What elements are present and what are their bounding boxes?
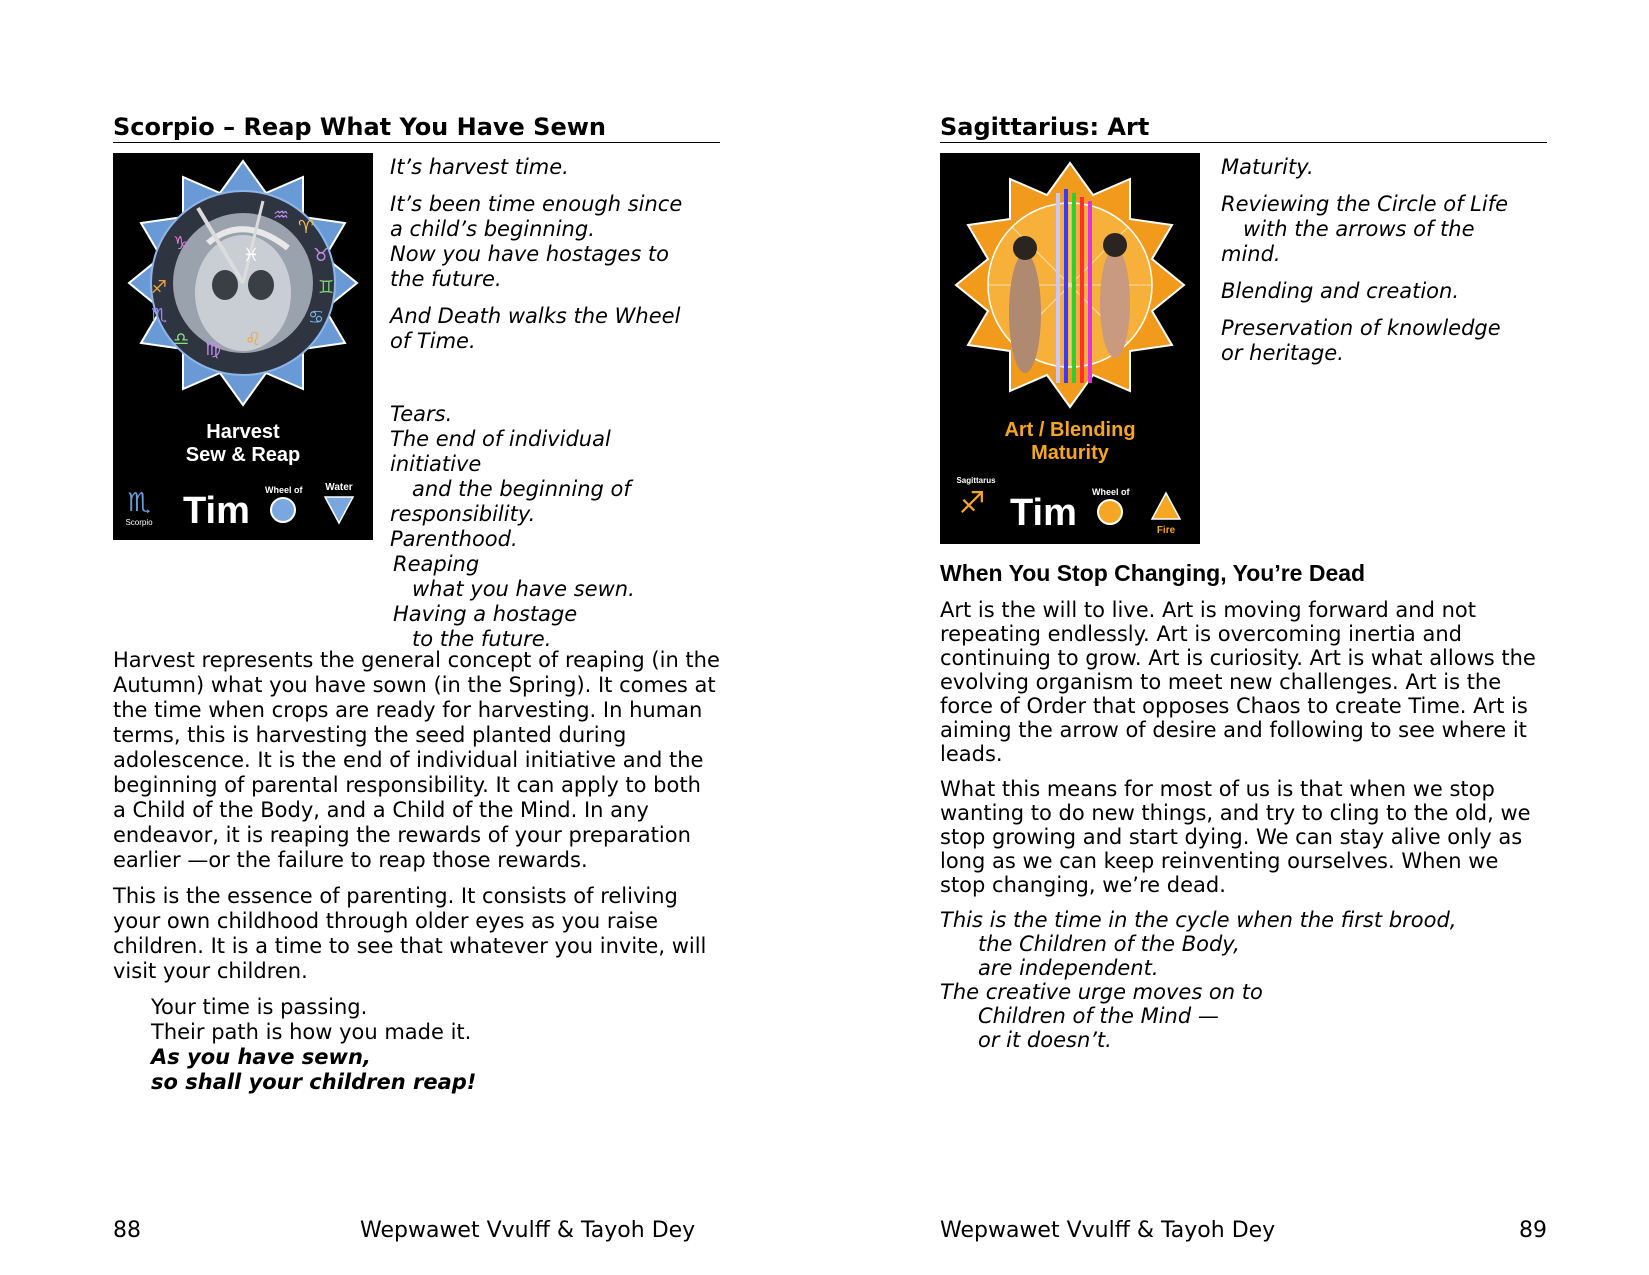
verse-line: Parenthood. xyxy=(390,527,518,551)
verse-line: It’s harvest time. xyxy=(390,155,569,179)
body-paragraph: Art is the will to live. Art is moving forward and not repeating endlessly. Art is overcoming inertia and continuing to grow. Art is curiosity. Art is what allows the evolving organism to meet new challenges. Art is the force of Order that opposes Chaos to create Time. Art is aiming the arrow of desire and following to see where it leads. xyxy=(940,598,1536,766)
italic-line: The creative urge moves on to xyxy=(940,980,1263,1004)
verse-line: The end of individual xyxy=(390,427,611,451)
closing-line-bold: As you have sewn, xyxy=(151,1045,371,1069)
card-logo-small: Wheel of xyxy=(265,485,303,495)
verse-line: with the arrows of the xyxy=(1243,217,1475,241)
italic-line: Children of the Mind — xyxy=(978,1004,1219,1028)
svg-text:♑: ♑ xyxy=(173,233,190,254)
verse-line: mind. xyxy=(1221,242,1281,266)
sagittarius-sign-icon: ♐ xyxy=(958,486,986,521)
footer-authors: Wepwawet Vvulff & Tayoh Dey xyxy=(940,1218,1276,1243)
page-title: Scorpio – Reap What You Have Sewn xyxy=(113,112,720,143)
verse-line: what you have sewn. xyxy=(412,577,635,601)
page-title: Sagittarius: Art xyxy=(940,112,1547,143)
section-subheading: When You Stop Changing, You’re Dead xyxy=(940,560,1366,586)
card-caption-line1: Harvest xyxy=(206,421,280,443)
closing-line: Your time is passing. xyxy=(151,995,368,1019)
card-caption-line2: Maturity xyxy=(1031,442,1109,464)
svg-text:♋: ♋ xyxy=(308,307,325,328)
svg-text:♓: ♓ xyxy=(243,245,260,266)
verse-line: Having a hostage xyxy=(393,602,578,626)
sign-label: Sagittarus xyxy=(956,476,996,485)
verse-line: Reaping xyxy=(393,552,480,576)
scorpio-sign-icon: ♏ xyxy=(127,488,151,518)
verse-stanza xyxy=(390,192,720,292)
card-logo-word: Tim xyxy=(1010,492,1077,534)
verse-line: responsibility. xyxy=(390,502,536,526)
element-label: Fire xyxy=(1156,525,1176,536)
svg-text:♎: ♎ xyxy=(173,329,190,350)
verse-line: Blending and creation. xyxy=(1221,279,1460,303)
clock-icon xyxy=(1098,500,1122,524)
element-label: Water xyxy=(325,482,353,493)
verse-line: Maturity. xyxy=(1221,155,1314,179)
scorpio-verse xyxy=(390,155,720,664)
verse-line: Now you have hostages to xyxy=(390,242,670,266)
verse-stanza xyxy=(1221,192,1547,267)
verse-line: And Death walks the Wheel xyxy=(390,304,681,328)
verse-line: initiative xyxy=(390,452,482,476)
clock-icon xyxy=(271,498,295,522)
svg-text:♈: ♈ xyxy=(298,217,315,238)
verse-line: a child’s beginning. xyxy=(390,217,595,241)
page-number: 89 xyxy=(1519,1218,1547,1243)
body-paragraph: Harvest represents the general concept of reaping (in the Autumn) what you have sown (in the Spring). It comes at the time when crops are ready for harvesting. In human terms, this is harvesting the seed planted during adolescence. It is the end of individual initiative and the beginning of parental responsibility. It can apply to both a Child of the Body, and a Child of the Mind. In any endeavor, it is reaping the rewards of your preparation earlier —or the failure to reap those rewards. xyxy=(113,648,720,872)
left-page xyxy=(113,0,720,1275)
svg-text:♌: ♌ xyxy=(245,329,262,350)
body-paragraph: What this means for most of us is that when we stop wanting to do new things, and try to cling to the old, we stop growing and start dying. We can stay alive only as long as we can keep reinventing ourselves. When we stop changing, we’re dead. xyxy=(940,777,1531,897)
italic-line: or it doesn’t. xyxy=(978,1028,1112,1052)
closing-line-bold: so shall your children reap! xyxy=(151,1070,477,1094)
verse-stanza xyxy=(1221,316,1547,366)
card-logo-small: Wheel of xyxy=(1092,487,1130,497)
sagittarius-card-image xyxy=(940,153,1200,544)
verse-line: and the beginning of xyxy=(412,477,631,501)
footer-authors: Wepwawet Vvulff & Tayoh Dey xyxy=(360,1218,696,1243)
card-caption-line2: Sew & Reap xyxy=(185,444,301,466)
scorpio-card-image xyxy=(113,153,373,540)
verse-line: Reviewing the Circle of Life xyxy=(1221,192,1509,216)
svg-text:♒: ♒ xyxy=(273,205,290,226)
svg-text:♉: ♉ xyxy=(313,245,330,266)
verse-line: the future. xyxy=(390,267,502,291)
verse-line: to the future. xyxy=(412,627,552,651)
svg-text:♊: ♊ xyxy=(318,277,335,298)
closing-line: Their path is how you made it. xyxy=(151,1020,472,1044)
sign-label: Scorpio xyxy=(125,518,153,527)
closing-verse xyxy=(113,995,720,1095)
verse-line: Tears. xyxy=(390,402,453,426)
card-caption-line1: Art / Blending xyxy=(1004,419,1136,441)
sagittarius-body-text xyxy=(940,598,1547,1052)
svg-text:♍: ♍ xyxy=(205,339,222,360)
italic-line: are independent. xyxy=(978,956,1159,980)
sagittarius-card-art xyxy=(940,153,1200,544)
sagittarius-verse xyxy=(1221,155,1547,378)
body-paragraph: This is the essence of parenting. It consists of reliving your own childhood through older eyes as you raise children. It is a time to see that whatever you invite, will visit your children. xyxy=(113,884,707,983)
verse-line: It’s been time enough since xyxy=(390,192,683,216)
verse-stanza xyxy=(390,304,720,354)
italic-line: This is the time in the cycle when the first brood, xyxy=(940,908,1457,932)
italic-line: the Children of the Body, xyxy=(978,932,1240,956)
page-number: 88 xyxy=(113,1218,141,1243)
verse-line: or heritage. xyxy=(1221,341,1344,365)
scorpio-body-text xyxy=(113,648,720,1095)
svg-text:♐: ♐ xyxy=(151,277,168,298)
verse-stanza xyxy=(390,402,720,652)
svg-text:♏: ♏ xyxy=(151,305,168,326)
verse-line: of Time. xyxy=(390,329,476,353)
scorpio-card-art xyxy=(113,153,373,540)
closing-italic-verse xyxy=(940,908,1547,1052)
right-page xyxy=(940,0,1547,1275)
card-logo-word: Tim xyxy=(183,490,250,532)
verse-line: Preservation of knowledge xyxy=(1221,316,1501,340)
